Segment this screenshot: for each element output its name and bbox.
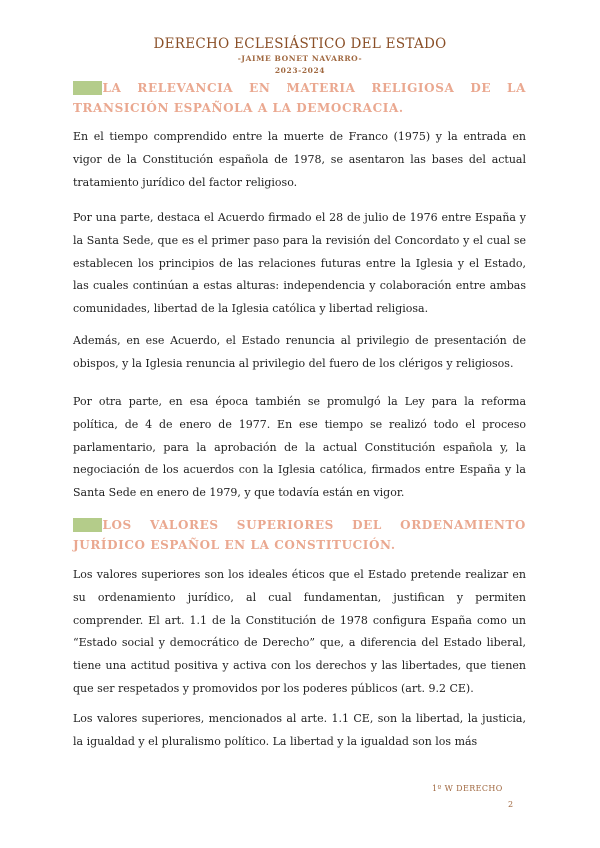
section-heading-text: LA RELEVANCIA EN MATERIA RELIGIOSA DE LA TRANSICIÓN ESPAÑOLA A LA DEMOCRACIA. <box>73 81 526 115</box>
paragraph: En el tiempo comprendido entre la muerte de Franco (1975) y la entrada en vigor de la Constitución española de 1978, se asentaron las bases del actual tratamiento jurídico del factor religioso. <box>73 130 526 189</box>
footer-course-label: 1º W DERECHO <box>432 784 503 793</box>
paragraph: Por otra parte, en esa época también se promulgó la Ley para la reforma política, de 4 de enero de 1977. En ese tiempo se realizó todo el proceso parlamentario, para la aprobación de la actual Constitución española y, la negociación de los acuerdos con la Iglesia católica, firmados entre España y la Santa Sede en enero de 1979, y que todavía están en vigor. <box>73 395 526 500</box>
section-number: 2.4. <box>74 518 102 532</box>
section-heading-text: LOS VALORES SUPERIORES DEL ORDENAMIENTO JURÍDICO ESPAÑOL EN LA CONSTITUCIÓN. <box>73 518 526 552</box>
paragraph: Además, en ese Acuerdo, el Estado renuncia al privilegio de presentación de obispos, y la Iglesia renuncia al privilegio del fuero de los clérigos y religiosos. <box>73 334 526 370</box>
paragraph: Por una parte, destaca el Acuerdo firmado el 28 de julio de 1976 entre España y la Santa Sede, que es el primer paso para la revisión del Concordato y el cual se establecen los principios de las relaciones futuras entre la Iglesia y el Estado, las cuales continúan a estas alturas: independencia y colaboración entre ambas comunidades, libertad de la Iglesia católica y libertad religiosa. <box>73 211 526 316</box>
document-title: DERECHO ECLESIÁSTICO DEL ESTADO <box>153 36 447 52</box>
page-number: 2 <box>508 800 514 809</box>
document-author: -JAIME BONET NAVARRO- <box>237 54 363 63</box>
academic-year: 2023-2024 <box>274 66 326 75</box>
paragraph: Los valores superiores son los ideales éticos que el Estado pretende realizar en su ordenamiento jurídico, al cual fundamentan, justifican y permiten comprender. El art. 1.1 de la Constitución de 1978 configura España como un “Estado social y democrático de Derecho” que, a diferencia del Estado liberal, tiene una actitud positiva y activa con los derechos y las libertades, que tienen que ser respetados y promovidos por los poderes públicos (art. 9.2 CE). <box>73 568 526 695</box>
section-heading-transition <box>73 78 526 118</box>
paragraph: Los valores superiores, mencionados al arte. 1.1 CE, son la libertad, la justicia, la igualdad y el pluralismo político. La libertad y la igualdad son los más <box>73 712 526 748</box>
section-heading-values <box>73 515 526 555</box>
section-number: 2.3. <box>74 81 102 95</box>
